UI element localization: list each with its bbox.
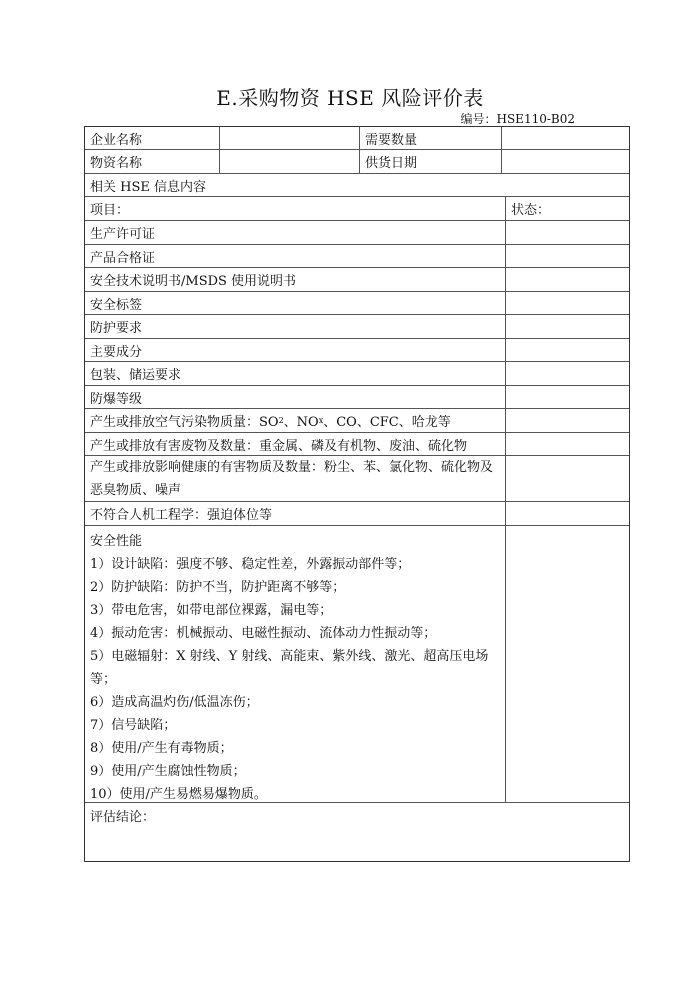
item-label: 包装、储运要求 (90, 368, 182, 383)
supply-date-value-field[interactable] (501, 150, 629, 173)
safety-line: 7）信号缺陷； (90, 718, 177, 733)
item-label-air-emission (85, 409, 505, 432)
page-title: E.采购物资 HSE 风险评价表 (216, 86, 484, 110)
section-title: 相关 HSE 信息内容 (90, 179, 206, 195)
quantity-value-field[interactable] (501, 127, 629, 149)
item-label-waste-emission: 产生或排放有害废物及数量：重金属、磷及有机物、废油、硫化物 (90, 438, 468, 454)
status-field[interactable] (505, 245, 629, 267)
status-field[interactable] (505, 526, 629, 802)
safety-line: 6）造成高温灼伤/低温冻伤； (90, 695, 259, 710)
company-value-field[interactable] (219, 127, 359, 149)
item-row (85, 268, 629, 292)
item-row (85, 339, 629, 362)
so2-subscript: 2 (278, 416, 284, 425)
status-column-header: 状态： (505, 197, 629, 220)
status-field[interactable] (505, 433, 629, 455)
item-label: 防爆等级 (90, 391, 143, 407)
safety-line: 1）设计缺陷：强度不够、稳定性差，外露振动部件等； (90, 557, 411, 572)
status-field[interactable] (505, 315, 629, 338)
item-row-health-emission (85, 456, 629, 502)
risk-assessment-form (84, 126, 630, 862)
item-label: 防护要求 (90, 321, 143, 336)
safety-line: 2）防护缺陷：防护不当，防护距离不够等； (90, 580, 346, 595)
material-label: 物资名称 (90, 156, 143, 171)
safety-line: 3）带电危害，如带电部位裸露，漏电等； (90, 603, 333, 618)
conclusion-label: 评估结论： (90, 810, 156, 825)
safety-line: 10）使用/产生易燃易爆物质。 (90, 787, 267, 802)
item-row (85, 221, 629, 245)
item-label: 生产许可证 (90, 227, 156, 242)
status-field[interactable] (505, 362, 629, 385)
air-emission-mid: 、NO (283, 415, 319, 430)
item-row (85, 245, 629, 268)
status-field[interactable] (505, 292, 629, 314)
air-emission-suffix: 、CO、CFC、哈龙等 (323, 415, 451, 430)
item-row (85, 386, 629, 409)
material-value-field[interactable] (219, 150, 359, 173)
item-label-health-emission: 产生或排放影响健康的有害物质及数量：粉尘、苯、氯化物、硫化物及恶臭物质、噪声 (90, 460, 494, 498)
supply-date-label: 供货日期 (359, 150, 501, 173)
status-field[interactable] (505, 386, 629, 408)
header-row-material (85, 150, 629, 174)
header-row-company (85, 127, 629, 150)
safety-line: 5）电磁辐射：X 射线、Y 射线、高能束、紫外线、激光、超高压电场等； (90, 649, 489, 687)
item-label: 安全标签 (90, 297, 143, 313)
conclusion-row (85, 803, 629, 861)
item-row-safety (85, 526, 629, 803)
safety-line: 8）使用/产生有毒物质； (90, 741, 233, 756)
safety-line: 9）使用/产生腐蚀性物质； (90, 764, 246, 779)
safety-performance-block (85, 526, 505, 802)
item-label-ergonomics: 不符合人机工程学：强迫体位等 (90, 508, 273, 523)
item-row (85, 315, 629, 339)
column-header-row (85, 197, 629, 221)
section-title-row (85, 174, 629, 197)
item-row (85, 292, 629, 315)
item-row (85, 362, 629, 386)
status-field[interactable] (505, 339, 629, 361)
item-row-ergonomics (85, 502, 629, 526)
status-field[interactable] (505, 221, 629, 244)
item-row-waste-emission (85, 433, 629, 456)
conclusion-field[interactable] (85, 803, 629, 861)
status-field[interactable] (505, 409, 629, 432)
status-field[interactable] (505, 268, 629, 291)
item-label: 主要成分 (90, 344, 143, 360)
status-field[interactable] (505, 502, 629, 525)
document-number: 编号：HSE110-B02 (460, 112, 575, 126)
item-column-header: 项目： (90, 203, 130, 218)
company-label: 企业名称 (90, 132, 143, 148)
quantity-label: 需要数量 (359, 127, 501, 149)
item-row-air-emission (85, 409, 629, 433)
safety-title: 安全性能 (90, 534, 143, 549)
air-emission-prefix: 产生或排放空气污染物质量：SO (90, 415, 279, 430)
item-label: 安全技术说明书/MSDS 使用说明书 (90, 274, 297, 289)
status-field[interactable] (505, 456, 629, 501)
safety-line: 4）振动危害：机械振动、电磁性振动、流体动力性振动等； (90, 626, 437, 641)
item-label: 产品合格证 (90, 250, 156, 266)
nox-subscript: x (318, 416, 324, 425)
